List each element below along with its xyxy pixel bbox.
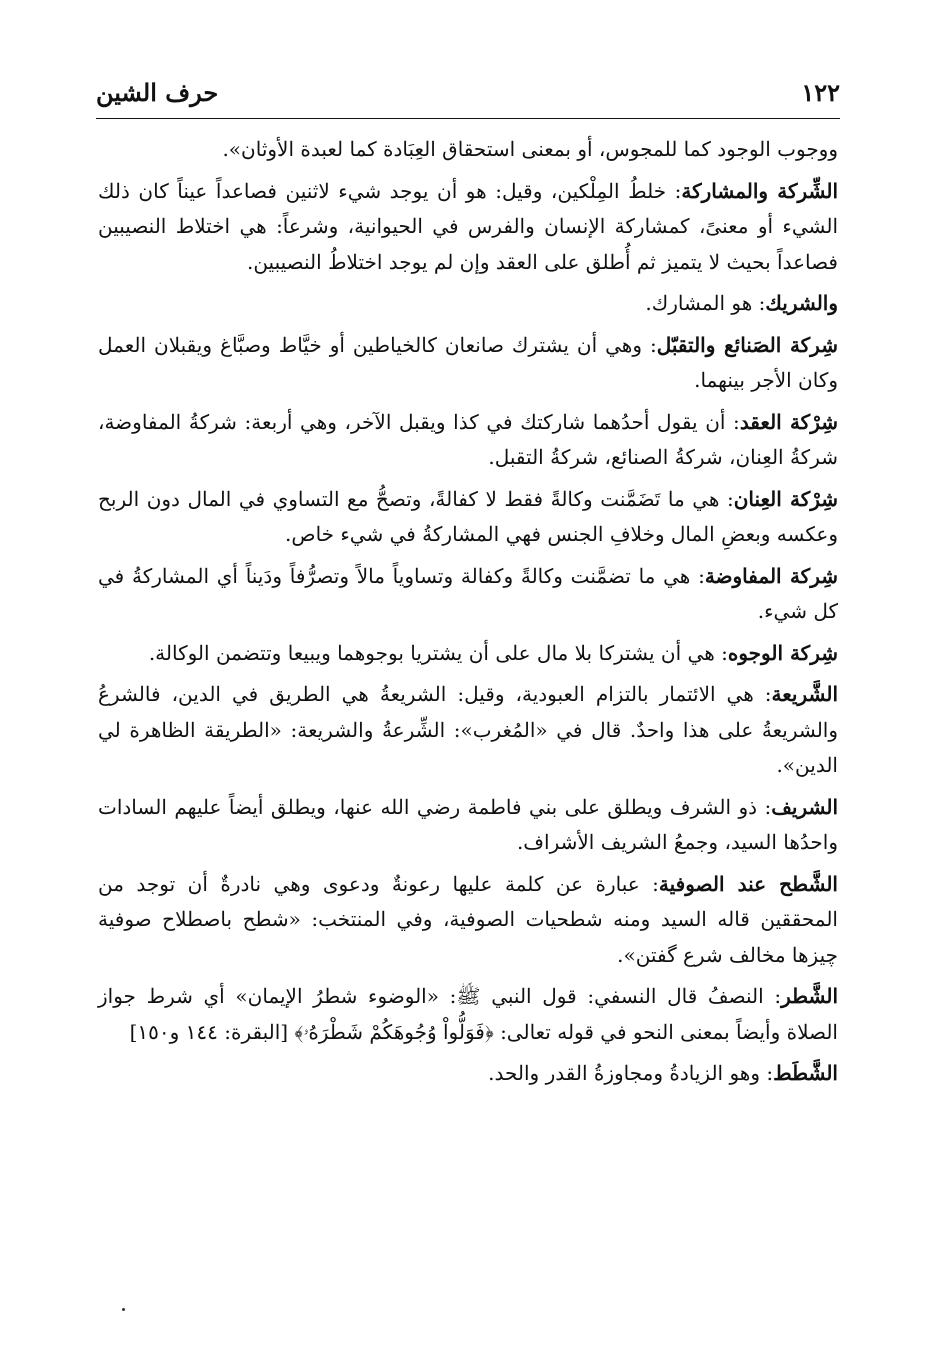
entry-definition: : خلطُ المِلْكين، وقيل: هو أن يوجد شيء لاثنين فصاعداً عيناً كان ذلك الشيء أو معنىً، كمشاركة الإنسان والفرس في الحيوانية، وشرعاً: هي اختلاط النصيبين فصاعداً بحيث لا يتميز ثم أُطلق على العقد وإن لم يوجد اختلاطُ النصيبين.	[98, 178, 838, 274]
entry-definition: : هو المشارك.	[645, 291, 766, 315]
page-speck	[122, 1308, 125, 1311]
entry-shirkat-wujuh	[98, 636, 838, 672]
entry-shirkat-mufawada	[98, 559, 838, 630]
entry-shath	[98, 867, 838, 974]
entry-term: والشريك	[765, 291, 838, 315]
entry-continuation: ووجوب الوجود كما للمجوس، أو بمعنى استحقاق العِبَادة كما لعبدة الأوثان».	[222, 137, 838, 161]
dictionary-entries	[98, 132, 838, 1098]
page-number: ١٢٢	[801, 78, 840, 107]
entry-definition: : وهي أن يشترك صانعان كالخياطين أو خيَّاط وصبَّاغ ويقبلان العمل وكان الأجر بينهما.	[98, 332, 838, 392]
page-header	[96, 74, 840, 114]
entry-term: الشريف	[771, 794, 838, 819]
entry-definition: : ذو الشرف ويطلق على بني فاطمة رضي الله عنها، ويطلق أيضاً عليهم السادات واحدُها السيد، وجمعُ الشريف الأشراف.	[98, 794, 838, 854]
entry-shatat	[98, 1056, 838, 1092]
entry-definition: : هي الائتمار بالتزام العبودية، وقيل: الشريعةُ هي الطريق في الدين، فالشرعُ والشريعةُ على هذا واحدٌ. قال في «المُغرب»: الشِّرعةُ والشريعة: «الطريقة الظاهرة لي الدين».	[98, 682, 838, 777]
entry-definition: : وهو الزيادةُ ومجاوزةُ القدر والحد.	[488, 1061, 774, 1085]
running-title: حرف الشين	[96, 78, 219, 107]
entry-sharif	[98, 790, 838, 861]
entry-term: الشِّركة والمشاركة	[681, 178, 839, 203]
header-rule	[96, 118, 840, 119]
entry-definition: : هي أن يشتركا بلا مال على أن يشتريا بوجوهما ويبيعا وتتضمن الوكالة.	[148, 640, 728, 665]
entry-definition: : عبارة عن كلمة عليها رعونةٌ ودعوى وهي نادرةٌ أن توجد من المحققين قاله السيد ومنه شطحيات الصوفية، وفي المنتخب: «شطح باصطلاح صوفية چيزها مخالف شرع گفتن».	[98, 871, 838, 967]
entry-definition: : أن يقول أحدُهما شاركتك في كذا ويقبل الآخر، وهي أربعة: شركةُ المفاوضة، شركةُ العِنان، شركةُ الصنائع، شركةُ التقبل.	[98, 409, 838, 469]
entry-term: الشَّريعة	[771, 682, 838, 706]
entry-definition: : هي ما تضمَّنت وكالةً وكفالة وتساوياً مالاً وتصرُّفاً ودَيناً أي المشاركةُ في كل شيء.	[98, 563, 838, 623]
entry-term: الشَّطَط	[773, 1061, 838, 1085]
entry-sharia	[98, 677, 838, 784]
entry-sharik	[98, 286, 838, 322]
entry-shirkat-aqd	[98, 405, 838, 476]
entry-term: شِرْكة العقد	[739, 409, 838, 434]
entry-shirkat-sanai	[98, 328, 838, 399]
entry-shirkat-inan	[98, 482, 838, 553]
entry-term: شِرْكة العِنان	[733, 486, 839, 511]
entry-term: شِركة الصَنائع والتقبّل	[656, 332, 838, 357]
entry-shatr	[98, 979, 838, 1050]
entry-definition: : هي ما تَضَمَّنت وكالةً فقط لا كفالةً، وتصحُّ مع التساوي في المال دون الربح وعكسه وبعضِ المال وخلافِ الجنس فهي المشاركةُ في شيء خاص.	[98, 486, 838, 546]
entry-term: الشَّطر	[781, 984, 838, 1008]
entry-shirka-musharaka	[98, 174, 838, 281]
entry-term: شِركة الوجوه	[727, 640, 838, 665]
entry-term: شِركة المفاوضة	[704, 563, 838, 588]
entry-definition: : النصفُ قال النسفي: قول النبي ﷺ: «الوضوء شطرُ الإيمان» أي شرط جواز الصلاة وأيضاً بمعنى النحو في قوله تعالى: ﴿فَوَلُّواْ وُجُوهَكُمْ شَطْرَهُۥ﴾ [البقرة: ١٤٤ و١٥٠]	[98, 984, 838, 1044]
entry-term: الشَّطح عند الصوفية	[658, 871, 838, 896]
